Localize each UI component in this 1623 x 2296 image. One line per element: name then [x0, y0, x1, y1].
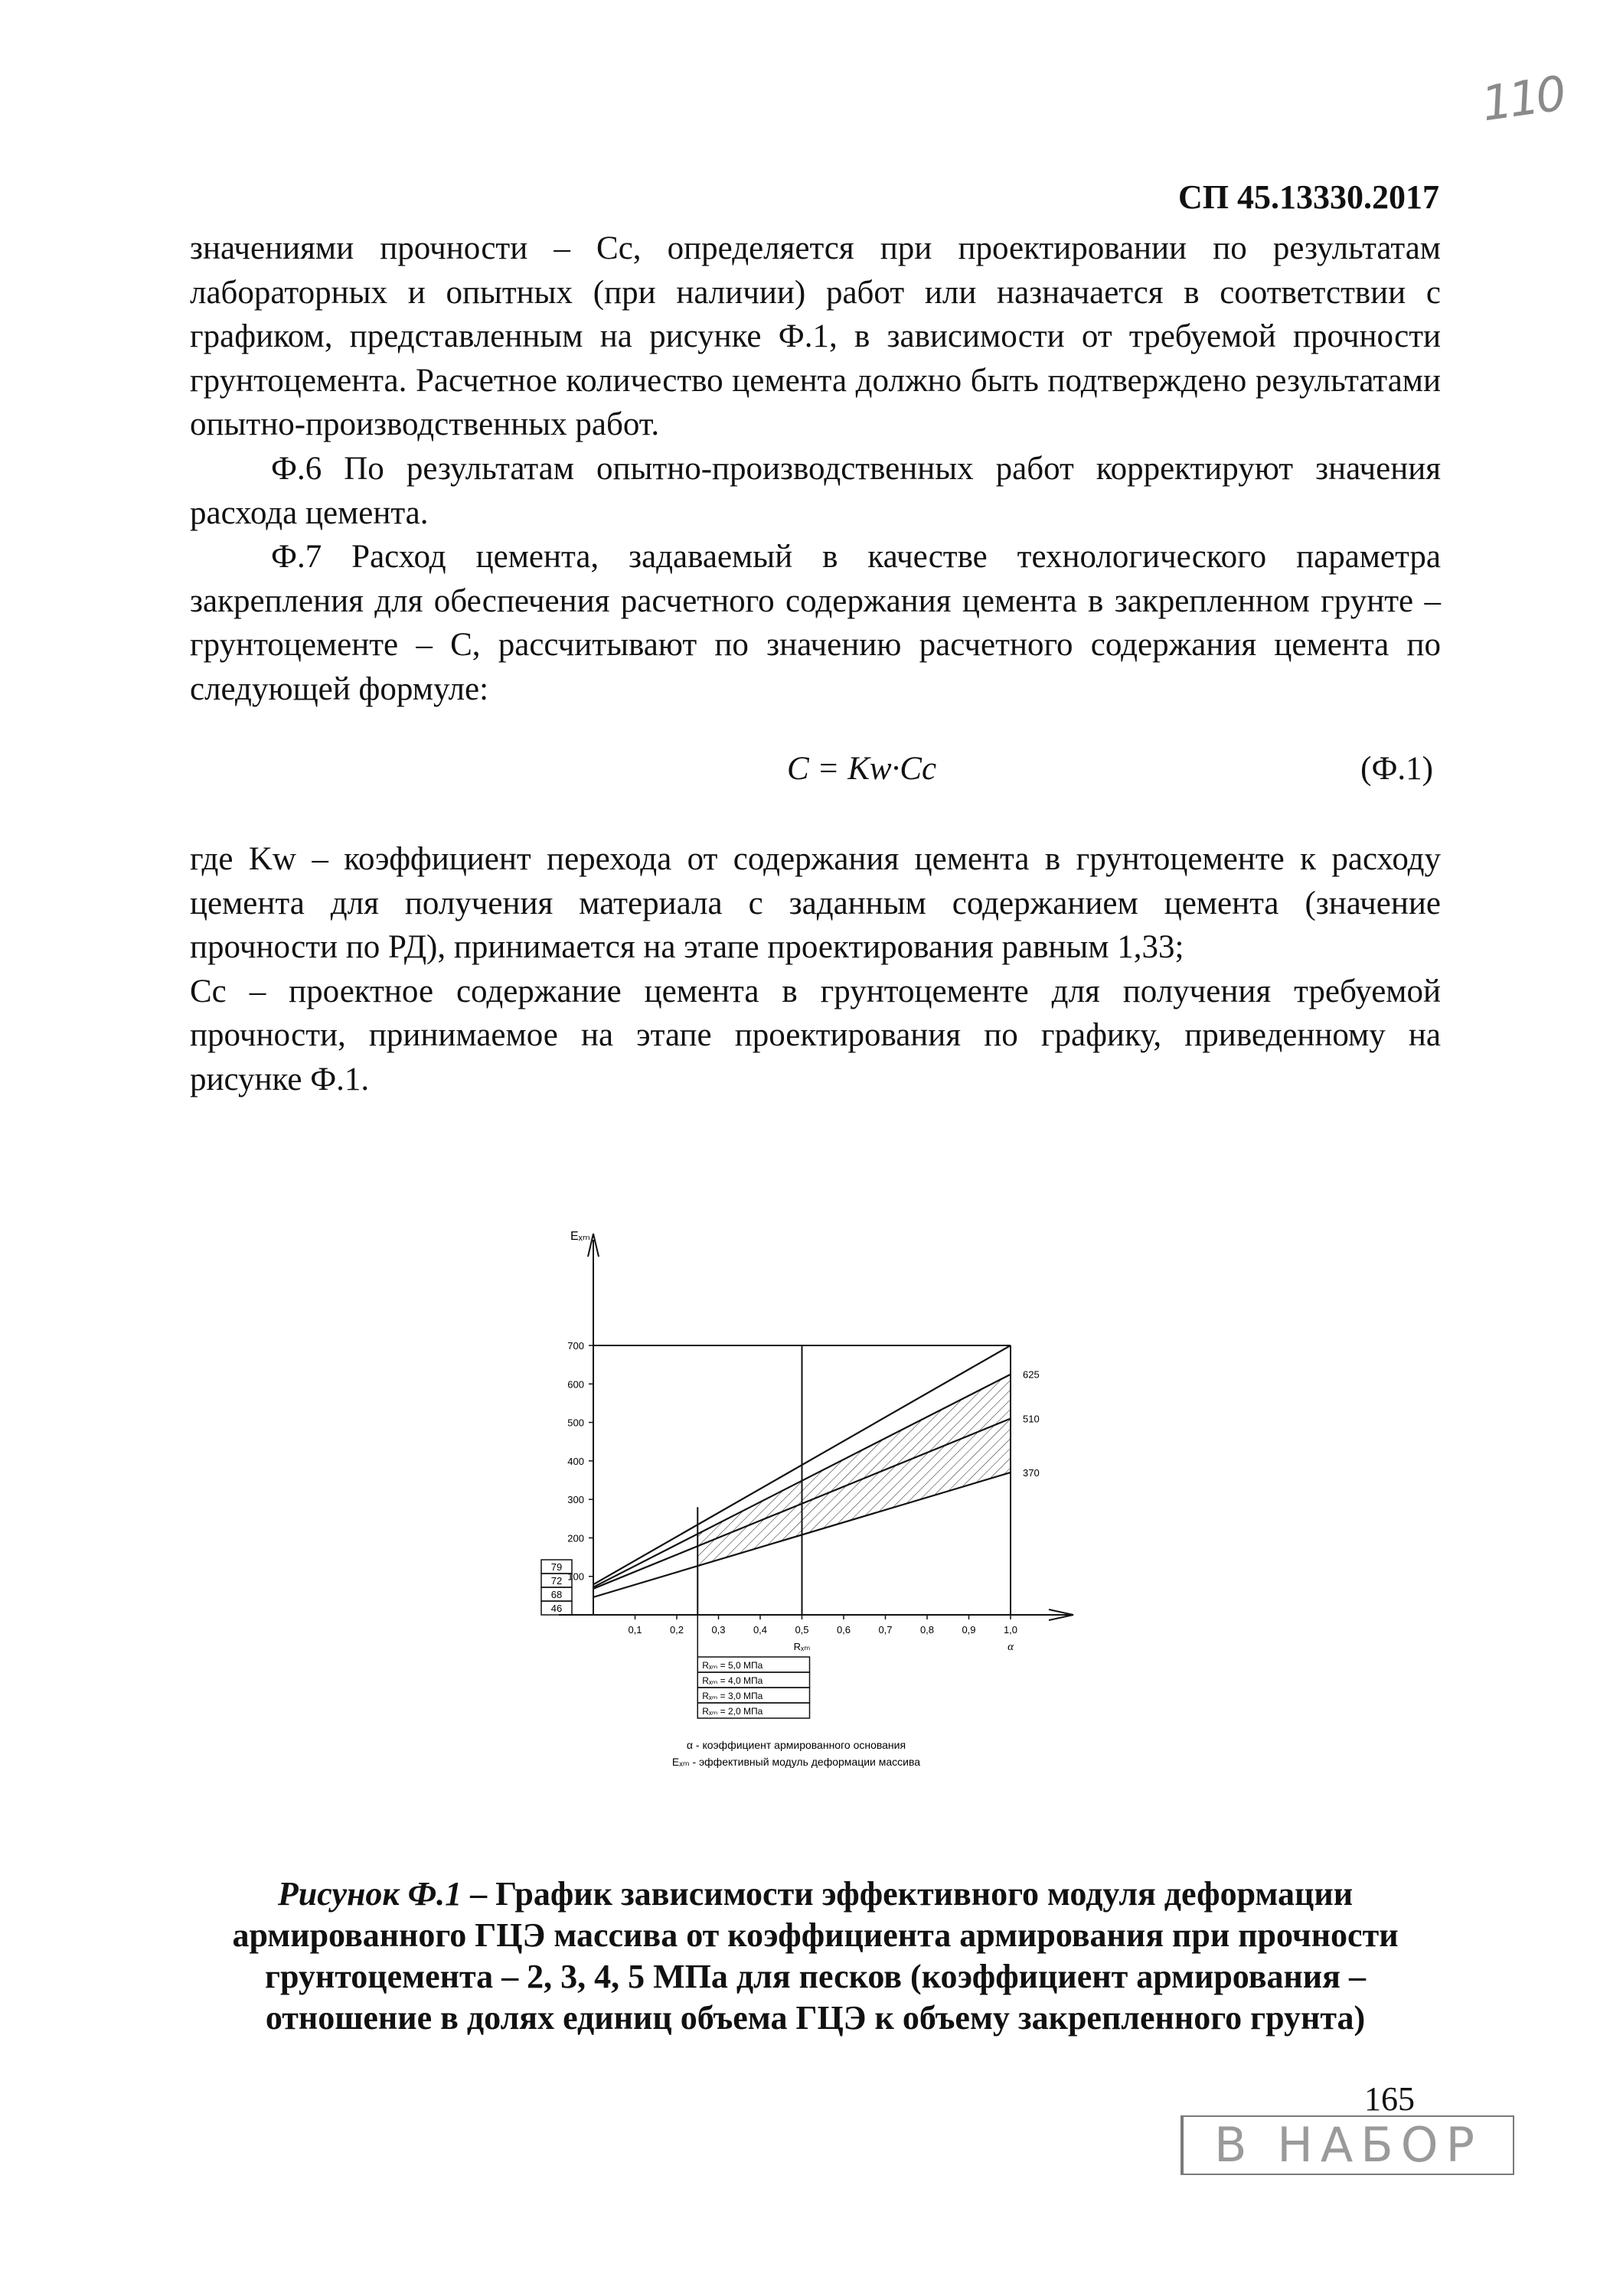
x-tick-label: 0,7 [878, 1624, 893, 1636]
x-tick-label: 0,2 [669, 1624, 684, 1636]
paragraph-f7-text: Ф.7 Расход цемента, задаваемый в качестве технологического параметра закрепления для обеспечения расчетного содержания цемента в закрепленном грунте – грунтоцементе – C, рассчитывают по значению расчетного содержания цемента по следующей формуле: [190, 539, 1441, 707]
x-secondary-label: Rₓₘ [793, 1641, 811, 1652]
figure-caption [190, 1874, 1441, 2039]
y-tick-label: 100 [567, 1570, 584, 1583]
series-end-label: 510 [1023, 1413, 1040, 1425]
x-tick-label: 0,9 [962, 1624, 976, 1636]
x-tick-label: 1,0 [1003, 1624, 1018, 1636]
y-tick-label: 200 [567, 1532, 584, 1544]
page-number: 165 [1364, 2080, 1415, 2118]
x-tick-label: 0,5 [795, 1624, 809, 1636]
x-tick-label: 0,1 [628, 1624, 642, 1636]
y-tick-label: 600 [567, 1378, 584, 1391]
figure-caption-prefix: Рисунок Ф.1 [277, 1875, 462, 1913]
paragraph-definitions [190, 837, 1441, 1101]
paragraph-f7 [190, 535, 1441, 711]
y-tick-label: 700 [567, 1340, 584, 1352]
definition-cc: Cc – проектное содержание цемента в грунтоцементе для получения требуемой прочности, принимаемое на этапе проектирования по графику, приведенному на рисунке Ф.1. [190, 973, 1441, 1097]
y-tick-label: 500 [567, 1417, 584, 1429]
hatched-region [697, 1375, 1011, 1566]
y-axis-label: Eₓₘ [570, 1230, 590, 1243]
formula-row [190, 750, 1441, 796]
y-start-label: 72 [550, 1575, 563, 1587]
formula-number: (Ф.1) [1360, 751, 1433, 787]
document-code: СП 45.13330.2017 [1178, 178, 1439, 216]
y-tick-label: 400 [567, 1455, 584, 1467]
x-tick-label: 0,8 [919, 1624, 935, 1636]
paragraph-f6-text: Ф.6 По результатам опытно-производственных работ корректируют значения расхода цемента. [190, 451, 1441, 531]
definition-kw: где Kw – коэффициент перехода от содержания цемента в грунтоцементе к расходу цемента для получения материала с заданным содержанием цемента (значение прочности по РД), принимается на этапе проектирования равным 1,33; [190, 841, 1441, 965]
legend-label: Rₓₘ = 3,0 МПа [702, 1691, 763, 1701]
x-tick-label: 0,4 [753, 1624, 768, 1636]
y-tick-label: 300 [567, 1494, 584, 1506]
paragraph-intro-text: значениями прочности – Cc, определяется при проектировании по результатам лабораторных и опытных (при наличии) работ или назначается в соответствии с графиком, представленным на рисунке Ф.1, в зависимости от требуемой прочности грунтоцемента. Расчетное количество цемента должно быть подтверждено результатами опытно-производственных работ. [190, 230, 1441, 442]
series-end-label: 625 [1023, 1368, 1040, 1381]
stamp: В НАБОР [1181, 2115, 1514, 2175]
legend-label: Rₓₘ = 5,0 МПа [702, 1660, 763, 1671]
y-start-label: 79 [550, 1561, 563, 1573]
series-end-label: 370 [1023, 1466, 1040, 1479]
formula-expression: C = Kw·Cc [787, 751, 937, 787]
chart-note: Eₓₘ - эффективный модуль деформации массива [671, 1756, 921, 1768]
chart-note: α - коэффициент армированного основания [686, 1739, 906, 1751]
legend-label: Rₓₘ = 2,0 МПа [702, 1706, 763, 1717]
paragraph-f6 [190, 447, 1441, 535]
y-start-label: 46 [550, 1603, 563, 1614]
x-axis-label: α [1007, 1641, 1014, 1653]
x-tick-label: 0,6 [836, 1624, 851, 1636]
figure-caption-text: – График зависимости эффективного модуля деформации армированного ГЦЭ массива от коэффициента армирования при прочности грунтоцемента – 2, 3, 4, 5 МПа для песков (коэффициент армирования – отношение в долях единиц объема ГЦЭ к объему закрепленного грунта) [232, 1875, 1399, 2037]
legend-label: Rₓₘ = 4,0 МПа [702, 1675, 763, 1686]
y-start-label: 68 [550, 1589, 563, 1600]
figure-chart [521, 1217, 1095, 1814]
handwritten-page-mark: 110 [1478, 65, 1567, 132]
paragraph-intro [190, 227, 1441, 447]
x-tick-label: 0,3 [711, 1624, 726, 1636]
